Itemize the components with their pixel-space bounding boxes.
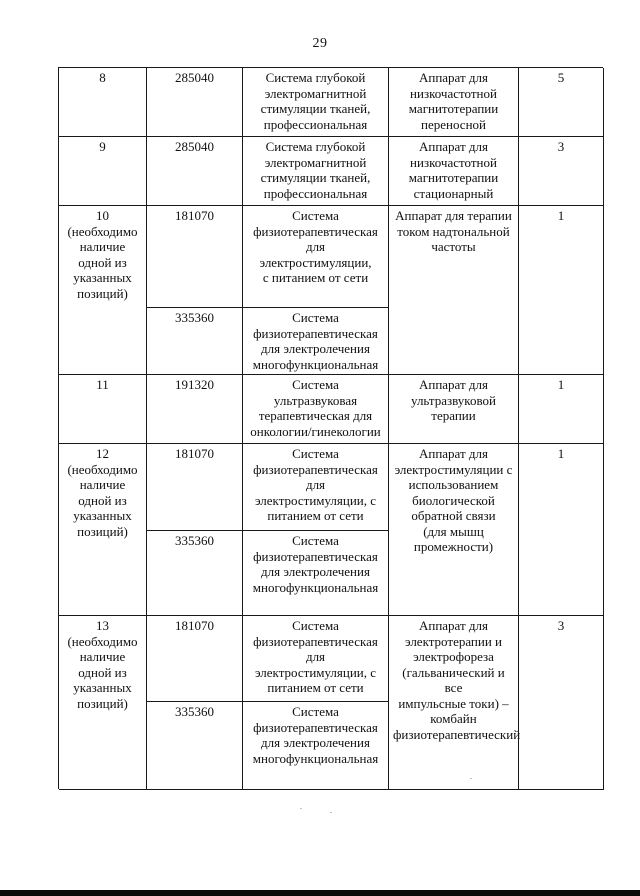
row-number-cell [59, 137, 147, 206]
device-name-cell [389, 444, 519, 616]
row-number-cell [59, 444, 147, 616]
scan-edge [0, 890, 640, 896]
quantity: 1 [557, 446, 565, 461]
row-number-cell [59, 206, 147, 375]
row-number: 11 [96, 377, 109, 392]
kind-name-cell [243, 68, 389, 137]
row-number: 13 (необходимо наличие одной из указанных позиций) [67, 618, 138, 711]
kind-code: 285040 [175, 70, 214, 85]
equipment-table [58, 67, 603, 789]
kind-code: 181070 [175, 618, 214, 633]
quantity-cell [519, 616, 604, 790]
kind-name: Система ультразвуковая терапевтическая для онкологии/гинекологии [250, 377, 381, 439]
quantity: 5 [557, 70, 565, 85]
kind-name: Система глубокой электромагнитной стимуляции тканей, профессиональная [260, 139, 371, 201]
quantity: 1 [557, 208, 565, 223]
kind-code: 285040 [175, 139, 214, 154]
device-name: Аппарат для низкочастотной магнитотерапии стационарный [408, 139, 499, 201]
row-number: 8 [99, 70, 106, 85]
quantity-cell [519, 444, 604, 616]
row-number-cell [59, 68, 147, 137]
kind-name-cell [243, 531, 389, 616]
kind-name-cell [243, 375, 389, 444]
row-number: 9 [99, 139, 106, 154]
quantity-cell [519, 206, 604, 375]
device-name-cell [389, 375, 519, 444]
kind-name: Система физиотерапевтическая для электролечения многофункциональная [252, 310, 379, 372]
kind-name-cell [243, 308, 389, 375]
device-name: Аппарат для терапии током надтональной частоты [395, 208, 512, 254]
code-cell [147, 375, 243, 444]
device-name: Аппарат для ультразвуковой терапии [411, 377, 496, 423]
code-cell [147, 616, 243, 702]
scan-speck [470, 778, 472, 779]
kind-code: 191320 [175, 377, 214, 392]
quantity-cell [519, 137, 604, 206]
scan-speck [300, 808, 302, 809]
code-cell [147, 68, 243, 137]
quantity: 3 [557, 139, 565, 154]
quantity-cell [519, 375, 604, 444]
page-number: 29 [312, 36, 328, 51]
row-number: 12 (необходимо наличие одной из указанных позиций) [67, 446, 138, 539]
kind-code: 335360 [175, 533, 214, 548]
kind-code: 335360 [175, 704, 214, 719]
scan-speck [330, 812, 332, 813]
row-number: 10 (необходимо наличие одной из указанных позиций) [67, 208, 138, 301]
kind-name-cell [243, 444, 389, 531]
code-cell [147, 444, 243, 531]
quantity: 1 [557, 377, 565, 392]
kind-code: 181070 [175, 208, 214, 223]
device-name-cell [389, 206, 519, 375]
code-cell [147, 308, 243, 375]
kind-code: 181070 [175, 446, 214, 461]
quantity-cell [519, 68, 604, 137]
kind-name-cell [243, 137, 389, 206]
row-number-cell [59, 616, 147, 790]
device-name-cell [389, 616, 519, 790]
row-number-cell [59, 375, 147, 444]
kind-name: Система физиотерапевтическая для электролечения многофункциональная [252, 533, 379, 595]
quantity: 3 [557, 618, 565, 633]
kind-name: Система глубокой электромагнитной стимуляции тканей, профессиональная [260, 70, 371, 132]
kind-code: 335360 [175, 310, 214, 325]
device-name: Аппарат для низкочастотной магнитотерапии переносной [408, 70, 499, 132]
kind-name-cell [243, 206, 389, 308]
device-name: Аппарат для электротерапии и электрофореза (гальванический и все импульсные токи) – комбайн физиотерапевтический [393, 618, 521, 742]
kind-name-cell [243, 702, 389, 790]
code-cell [147, 206, 243, 308]
kind-name-cell [243, 616, 389, 702]
device-name: Аппарат для электростимуляции с использованием биологической обратной связи (для мышц промежности) [394, 446, 513, 554]
code-cell [147, 702, 243, 790]
device-name-cell [389, 137, 519, 206]
kind-name: Система физиотерапевтическая для электростимуляции, с питанием от сети [253, 618, 378, 695]
kind-name: Система физиотерапевтическая для электролечения многофункциональная [252, 704, 379, 766]
kind-name: Система физиотерапевтическая для электростимуляции, с питанием от сети [253, 208, 378, 285]
code-cell [147, 531, 243, 616]
device-name-cell [389, 68, 519, 137]
code-cell [147, 137, 243, 206]
kind-name: Система физиотерапевтическая для электростимуляции, с питанием от сети [253, 446, 378, 523]
